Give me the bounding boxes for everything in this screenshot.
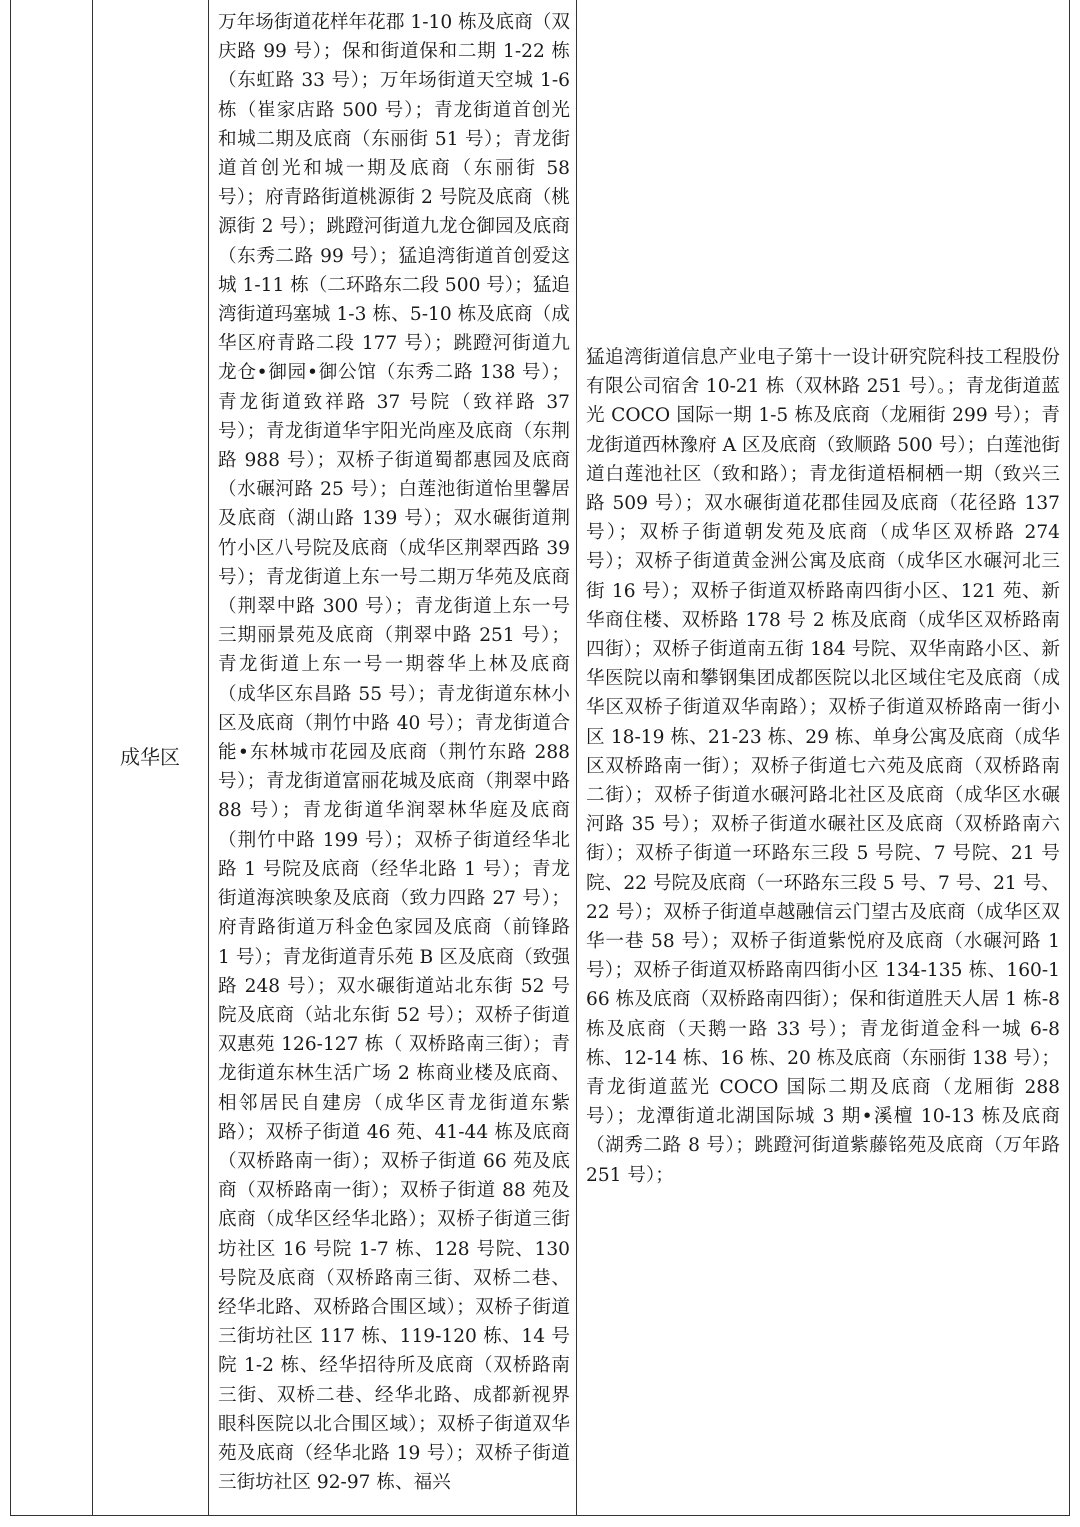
address-list-column-b: 猛追湾街道信息产业电子第十一设计研究院科技工程股份有限公司宿舍 10-21 栋（双林路 251 号）。；青龙街道蓝光 COCO 国际一期 1-5 栋及底商（龙厢街 299 号）；青龙街道西林豫府 A 区及底商（致顺路 500 号）；白莲池街道白莲池社区（致和路）；青龙街道梧桐栖一期（致兴三路 509 号）；双水碾街道花郡佳园及底商（花径路 137 号）；双桥子街道朝发苑及底商（成华区双桥路 274 号）；双桥子街道黄金洲公寓及底商（成华区水碾河北三街 16 号）；双桥子街道双桥路南四街小区、121 苑、新华商住楼、双桥路 178 号 2 栋及底商（成华区双桥路南四街）；双桥子街道南五街 184 号院、双华南路小区、新华医院以南和攀钢集团成都医院以北区域住宅及底商（成华区双桥子街道双华南路）；双桥子街道双桥路南一街小区 18-19 栋、21-23 栋、29 栋、单身公寓及底商（成华区双桥路南一街）；双桥子街道七六苑及底商（双桥路南二街）；双桥子街道水碾河路北社区及底商（成华区水碾河路 35 号）；双桥子街道水碾社区及底商（双桥路南六街）；双桥子街道一环路东三段 5 号院、7 号院、21 号院、22 号院及底商（一环路东三段 5 号、7 号、21 号、22 号）；双桥子街道卓越融信云门望古及底商（成华区双华一巷 58 号）；双桥子街道紫悦府及底商（水碾河路 1 号）；双桥子街道双桥路南四街小区 134-135 栋、160-166 栋及底商（双桥路南四街）；保和街道胜天人居 1 栋-8 栋及底商（天鹅一路 33 号）；青龙街道金科一城 6-8 栋、12-14 栋、16 栋、20 栋及底商（东丽街 138 号）；青龙街道蓝光 COCO 国际二期及底商（龙厢街 288 号）；龙潭街道北湖国际城 3 期•溪檀 10-13 栋及底商（湖秀二路 8 号）；跳蹬河街道紫藤铭苑及底商（万年路 251 号）； (586, 347, 1060, 1186)
table-border-left (10, 0, 11, 1516)
table-border-right (1069, 0, 1070, 1516)
table-divider-2 (208, 0, 209, 1516)
address-list-column-a: 万年场街道花样年花郡 1-10 栋及底商（双庆路 99 号）；保和街道保和二期 1-22 栋（东虹路 33 号）；万年场街道天空城 1-6 栋（崔家店路 500 号）；青龙街道首创光和城二期及底商（东丽街 51 号）；青龙街道首创光和城一期及底商（东丽街 58 号）；府青路街道桃源街 2 号院及底商（桃源街 2 号）；跳蹬河街道九龙仓御园及底商（东秀二路 99 号）；猛追湾街道首创爱这城 1-11 栋（二环路东二段 500 号）；猛追湾街道玛塞城 1-3 栋、5-10 栋及底商（成华区府青路二段 177 号）；跳蹬河街道九龙仓•御园•御公馆（东秀二路 138 号）；青龙街道致祥路 37 号院（致祥路 37 号）；青龙街道华宇阳光尚座及底商（东荆路 988 号）；双桥子街道蜀都惠园及底商（水碾河路 25 号）；白莲池街道怡里馨居及底商（湖山路 139 号）；双水碾街道荆竹小区八号院及底商（成华区荆翠西路 39 号）；青龙街道上东一号二期万华苑及底商（荆翠中路 300 号）；青龙街道上东一号三期丽景苑及底商（荆翠中路 251 号）；青龙街道上东一号一期蓉华上林及底商（成华区东昌路 55 号）；青龙街道东林小区及底商（荆竹中路 40 号）；青龙街道合能•东林城市花园及底商（荆竹东路 288 号）；青龙街道富丽花城及底商（荆翠中路 88 号）；青龙街道华润翠林华庭及底商（荆竹中路 199 号）；双桥子街道经华北路 1 号院及底商（经华北路 1 号）；青龙街道海滨映象及底商（致力四路 27 号）；府青路街道万科金色家园及底商（前锋路 1 号）；青龙街道青乐苑 B 区及底商（致强路 248 号）；双水碾街道站北东街 52 号院及底商（站北东街 52 号）；双桥子街道双惠苑 126-127 栋（ 双桥路南三街）；青龙街道东林生活广场 2 栋商业楼及底商、相邻居民自建房（成华区青龙街道东紫路）；双桥子街道 46 苑、41-44 栋及底商（双桥路南一街）；双桥子街道 66 苑及底商（双桥路南一街）；双桥子街道 88 苑及底商（成华区经华北路）；双桥子街道三街坊社区 16 号院 1-7 栋、128 号院、130 号院及底商（双桥路南三街、双桥二巷、经华北路、双桥路合围区域）；双桥子街道三街坊社区 117 栋、119-120 栋、14 号院 1-2 栋、经华招待所及底商（双桥路南三街、双桥二巷、经华北路、成都新视界眼科医院以北合围区域）；双桥子街道双华苑及底商（经华北路 19 号）；双桥子街道三街坊社区 92-97 栋、福兴 (218, 12, 570, 1494)
district-name: 成华区 (120, 744, 180, 769)
table-divider-3 (576, 0, 577, 1516)
